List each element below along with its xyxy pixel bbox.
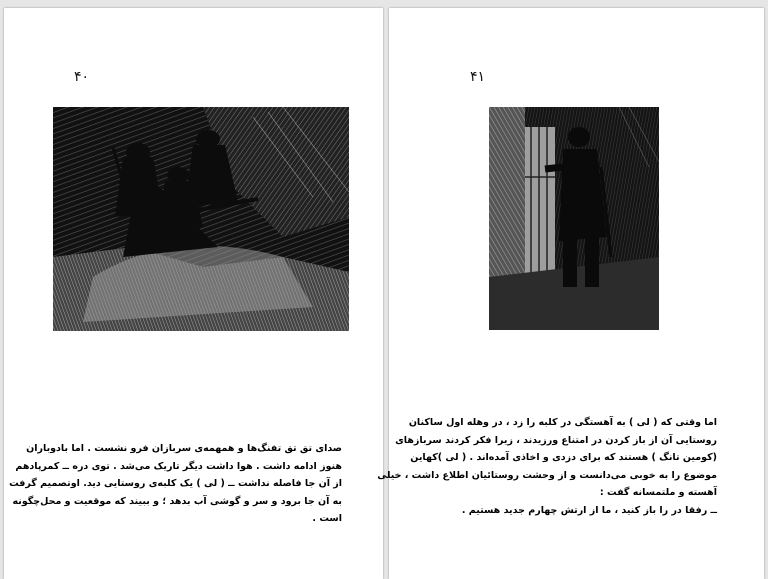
text-line: است . [312, 513, 342, 524]
left-page [4, 8, 383, 579]
text-line: آهسته و ملتمسانه گفت : [599, 487, 717, 498]
text-line: ــ رفقا در را باز کنید ، ما از ارتش چهارم جدید هستیم . [461, 504, 717, 516]
right-page [377, 8, 764, 579]
text-line: اما وقتی که ( لی ) به آهستگی در کلبه را زد ، در وهله اول ساکنان [408, 417, 717, 428]
soldier-at-door-illustration [489, 107, 659, 330]
text-line: (کومین تانگ ) هستند که برای دزدی و اخاذی آمده‌اند . ( لی )کهاین [410, 452, 717, 463]
page-number-right: ۴۱ [470, 69, 486, 85]
text-line: هنوز ادامه داشت . هوا داشت دیگر تاریک می‌شد . توی دره ــ کمرپادهم [15, 460, 342, 472]
soldiers-in-forest-drawing [53, 107, 349, 331]
text-line: از آن جا فاصله نداشت ــ ( لی ) یک کلبه‌ی روستایی دید. اوتصمیم گرفت [9, 478, 342, 489]
text-line: صدای تق تق تفنگ‌ها و همهمه‌ی سربازان فرو نشست . اما بادوباران [26, 443, 342, 454]
body-text-left [9, 440, 342, 528]
text-line: به آن جا برود و سر و گوشی آب بدهد ؛ و ببیند که موقعیت و محل‌چگونه [12, 495, 342, 507]
text-line: موضوع را به خوبی می‌دانست و از وحشت روستائیان اطلاع داشت ، خیلی [377, 469, 717, 481]
page-number-left: ۴۰ [74, 69, 90, 85]
soldier-at-door-drawing [489, 107, 659, 330]
text-line: روستایی آن از باز کردن در امتناع ورزیدند ، زیرا فکر کردند سربازهای [395, 434, 717, 446]
body-text-right [377, 414, 717, 519]
soldiers-in-forest-illustration [53, 107, 349, 331]
